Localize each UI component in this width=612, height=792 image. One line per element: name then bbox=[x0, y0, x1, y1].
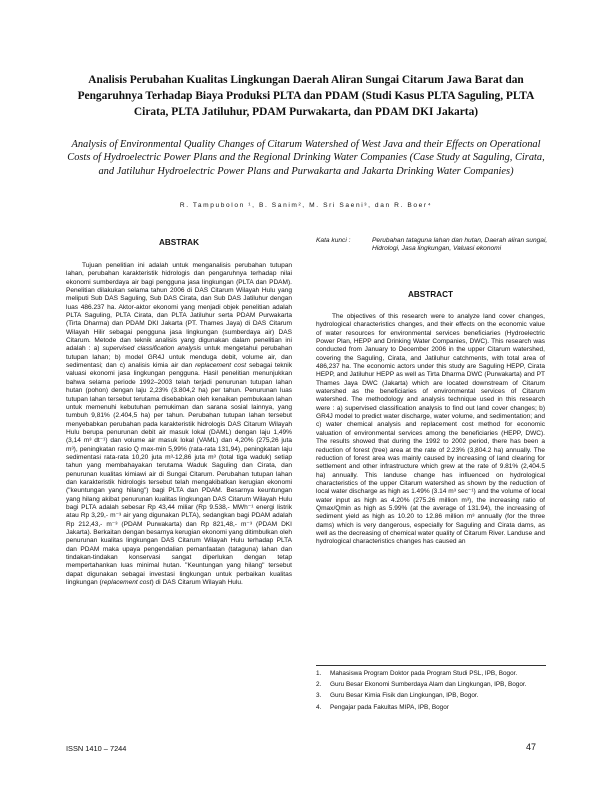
footnote-number: 1. bbox=[316, 670, 322, 677]
footnote-text: Mahasiswa Program Doktor pada Program Studi PSL, IPB, Bogor. bbox=[330, 670, 518, 677]
footnote-number: 4. bbox=[316, 703, 322, 711]
issn-number: ISSN 1410 – 7244 bbox=[66, 744, 127, 753]
paper-subtitle: Analysis of Environmental Quality Changes of Citarum Watershed of West Java and their Effects on Operational Costs of Hydroelectric Power Plans and the Regional Drinking Water Companies (Case Study at Saguling, Cirata, and Jatiluhur Hydroelectric Power Plans and Purwakarta and Jakarta Drinking Water Companies) bbox=[67, 139, 545, 177]
author-list: R. Tampubolon ¹, B. Sanim², M. Sri Saeni³, dan R. Boer⁴ bbox=[179, 202, 433, 209]
footnote-text: Pengajar pada Fakultas MIPA, IPB, Bogor bbox=[330, 703, 449, 711]
abstrak-term-scr: supervised classification analysis bbox=[102, 345, 202, 353]
footnote-item bbox=[316, 704, 546, 712]
abstract-heading: ABSTRACT bbox=[407, 290, 454, 299]
footnote-text: Guru Besar Ekonomi Sumberdaya Alam dan Lingkungan, IPB, Bogor. bbox=[330, 681, 527, 689]
abstrak-text-c: sebagai teknik valuasi ekonomi jasa lingkungan pengguna. Hasil penelitian menunjukkan bahwa selama periode 1992–2003 telah terjadi penurunan tutupan lahan hutan (pohon) dengan laju 2,23% (3.804,2 ha) per tahun. Penurunan luas tutupan lahan tersebut terutama disebabkan oleh kenaikan pembukaan lahan untuk memenuhi kebutuhan pemukiman dan sarana sosial lainnya, yang tumbuh 9,81% (2.404,5 ha) per tahun. Perubahan tutupan lahan tersebut menyebabkan perubahan pada karakteristik hidrologis DAS Citarum Wilayah Hulu berupa penurunan debit air masuk lokal (DAML) dengan laju 1,49% (3,14 m³ dt⁻¹) dan volume air masuk lokal (VAML) dan 4,20% (275,26 juta m³), peningkatan rasio Q max-min 5,99% (rata-rata 131,94), peningkatan laju sedimentasi rata-rata 10,20 juta m³-12,86 juta m³ (total tiga waduk) setiap tahun yang membahayakan terutama Waduk Saguling dan Cirata, dan penurunan kualitas kimiawi air di Sungai Citarum. Perubahan tutupan lahan dan karakteristik hidrologis tersebut telah mengakibatkan kerugian ekonomi ("keuntungan yang hilang") bagi PLTA dan PDAM. Besarnya keuntungan yang hilang akibat penurunan kualitas lingkungan DAS Citarum Wilayah Hulu bagi PLTA adalah sebesar Rp 43,44 miliar (Rp 9.538,- MWh⁻¹ energi listrik atau Rp 3,29,- m⁻³ air yang digunakan PLTA), sedangkan bagi PDAM adalah Rp 212,43,- m⁻³ (PDAM Purwakarta) dan Rp 821,48,- m⁻³ (PDAM DKI Jakarta). Berkaitan dengan besarnya kerugian ekonomi yang ditimbulkan oleh penurunan kualitas lingkungan DAS Citarum Wilayah Hulu terhadap PLTA dan PDAM maka upaya pengendalian pemanfaatan (tataguna) lahan dan tindakan-tindakan konservasi sangat diperlukan dengan tetap mempertahankan luas minimal hutan. "Keuntungan yang hilang" tersebut dapat digunakan sebagai investasi lingkungan untuk perbaikan kualitas lingkungan ( bbox=[66, 362, 293, 587]
footnote-number: 3. bbox=[316, 692, 322, 700]
paper-title: Analisis Perubahan Kualitas Lingkungan Daerah Aliran Sungai Citarum Jawa Barat dan Pengaruhnya Terhadap Biaya Produksi PLTA dan PDAM (Studi Kasus PLTA Saguling, PLTA Cirata, PLTA Jatiluhur, PDAM Purwakarta, dan PDAM DKI Jakarta) bbox=[77, 74, 535, 118]
abstrak-term-rc2: replacement cost bbox=[101, 579, 152, 587]
keywords-text: Perubahan tataguna lahan dan hutan, Daerah aliran sungai, Hidrologi, Jasa lingkungan, Valuasi ekonomi bbox=[372, 237, 548, 253]
abstrak-term-rc: replacement cost bbox=[195, 362, 247, 370]
abstrak-text-d: ) di DAS Citarum Wilayah Hulu. bbox=[151, 579, 243, 587]
footnote-text: Guru Besar Kimia Fisik dan Lingkungan, IPB, Bogor. bbox=[330, 692, 479, 700]
footnote-item bbox=[316, 670, 546, 678]
keywords-label: Kata kunci : bbox=[316, 237, 351, 244]
abstract-paragraph: The objectives of this research were to analyze land cover changes, hydrological characteristics changes, and their effects on the economic value of water resources for environmental services beneficiaries (Hydroelectric Power Plan, HEPP and Drinking Water Companies, DWC). This research was conducted from January to December 2006 in the upper Citarum watershed, covering the Saguling, Cirata, and Jatiluhur catchments, with total area of 486,237 ha. The economic actors under this study are Saguling HEPP, Cirata HEPP, and Jatiluhur HEPP as well as Tirta Dharma DWC (Purwakarta) and PT Thames Jaya DWC (Jakarta) which are located downstream of Citarum watershed as the beneficiaries of environmental services of Citarum watershed. The methodology and analysis technique used in this research were : a) supervised classification analysis to find out land cover changes; b) GR4J model to predict water discharge, water volume, and sedimentation; and c) water chemical analysis and replacement cost method for economic valuation of environmental services among the beneficiaries (HEPP, DWC). The results showed that during the 1992 to 2002 period, there has been a reduction of forest (tree) area at the rate of 2.23% (3,804.2 ha) annually. The reduction of forest area was mainly caused by increasing of land clearing for settlement and other infrastructure which grew at the rate of 9.81% (2,404.5 ha) annually. This landuse change has influenced on hydrological characteristics of the upper Citarum watershed as shown by the reduction of local water discharge as high as 1.49% (3.14 m³ sec⁻¹) and the volume of local water input as high as 4.20% (275.26 million m³), the increasing ratio of Qmax/Qmin as high as 5.99% (at the average of 131.94), the increasing of sediment yield as high as 10.20 to 12.86 million m³ annually (for the three dams) which is very dangerous, especially for Saguling and Cirata dams, as well as the decreasing of chemical water quality of Citarum River. Landuse and hydrological characteristics changes has caused an bbox=[316, 313, 545, 546]
footnote-divider bbox=[316, 665, 546, 666]
page-number: 47 bbox=[526, 742, 537, 752]
footnote-item bbox=[316, 692, 546, 700]
abstract-body bbox=[316, 313, 545, 547]
footnotes bbox=[316, 670, 546, 715]
abstrak-paragraph bbox=[66, 262, 292, 587]
abstrak-heading: ABSTRAK bbox=[158, 238, 200, 247]
footnote-number: 2. bbox=[316, 681, 322, 689]
abstrak-body bbox=[66, 262, 292, 587]
abstrak-text-a: Tujuan penelitian ini adalah untuk menganalisis perubahan tutupan lahan, perubahan karakteristik hidrologis dan pengaruhnya terhadap nilai ekonomi sumberdaya air bagi pengguna jasa lingkungan (PLTA dan PDAM). Penelitian dilakukan selama tahun 2006 di DAS Citarum Wilayah Hulu yang meliputi Sub DAS Saguling, Sub DAS Cirata, dan Sub DAS Jatiluhur dengan luas 486.237 ha. Aktor-aktor ekonomi yang menjadi objek penelitian adalah PLTA Saguling, PLTA Cirata, dan PLTA Jatiluhur serta PDAM Purwakarta (Tirta Dharma) dan PDAM DKI Jakarta (PT. Thames Jaya) di DAS Citarum Wilayah Hilir sebagai pengguna jasa lingkungan (sumberdaya air) DAS Citarum. Metode dan teknik analisis yang digunakan dalam penelitian ini adalah : a) bbox=[66, 262, 292, 353]
footnote-item bbox=[316, 681, 546, 689]
abstrak-text-b: untuk mengetahui perubahan tutupan lahan; b) model GR4J untuk menduga debit, volume air, dan sedimentasi; dan c) analisis kimia air dan bbox=[66, 345, 292, 370]
